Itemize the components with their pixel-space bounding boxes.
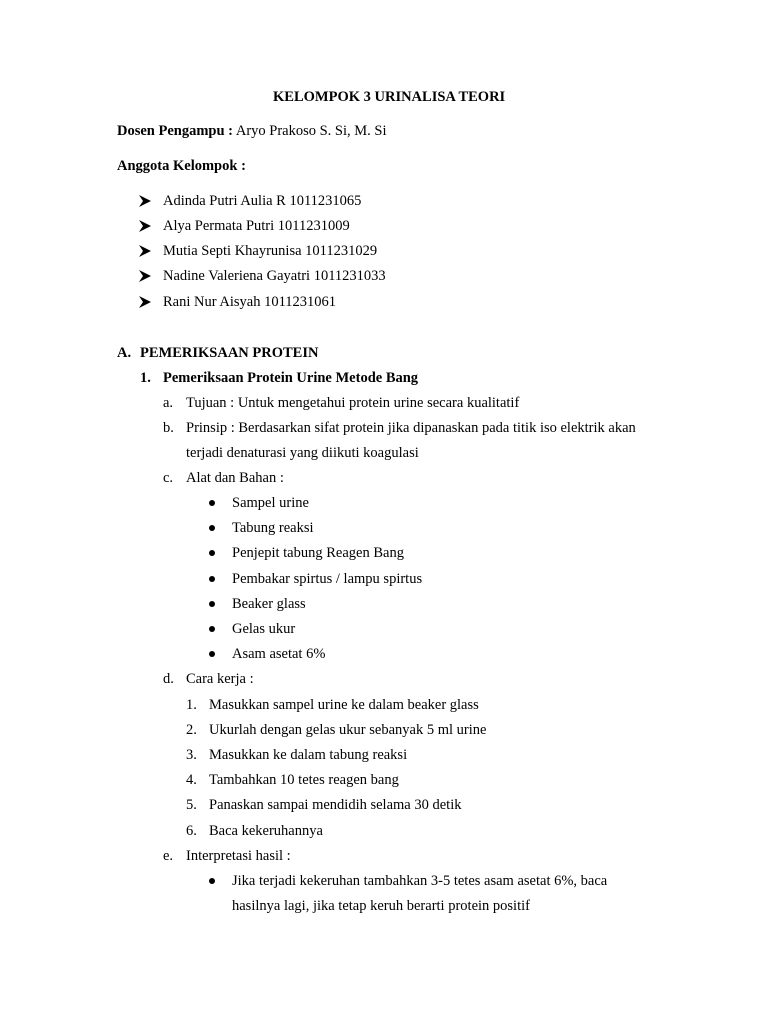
bullet-icon [209,878,215,884]
bullet-icon [209,651,215,657]
material-item: Beaker glass [232,596,306,612]
step-text: Panaskan sampai mendidih selama 30 detik [209,797,462,813]
item-principle-line2: terjadi denaturasi yang diikuti koagulasi [186,445,419,461]
material-item: Gelas ukur [232,621,296,637]
section-heading: PEMERIKSAAN PROTEIN [140,345,319,361]
lecturer-label: Dosen Pengampu : [117,123,234,139]
arrow-bullet-icon [138,295,152,309]
interpretation-line2: hasilnya lagi, jika tetap keruh berarti protein positif [232,898,530,914]
material-item: Sampel urine [232,495,309,511]
bullet-icon [209,601,215,607]
subsection-heading: Pemeriksaan Protein Urine Metode Bang [163,370,419,386]
item-marker: c. [163,470,174,486]
item-purpose: Tujuan : Untuk mengetahui protein urine secara kualitatif [186,395,520,411]
item-marker: e. [163,848,174,864]
step-number: 1. [186,697,197,713]
members-label: Anggota Kelompok : [117,158,246,174]
interpretation-line1: Jika terjadi kekeruhan tambahkan 3-5 tetes asam asetat 6%, baca [232,873,608,889]
step-number: 5. [186,797,197,813]
section-marker: A. [117,345,132,361]
material-item: Penjepit tabung Reagen Bang [232,545,404,561]
subsection-marker: 1. [140,370,151,386]
step-number: 4. [186,772,197,788]
item-marker: a. [163,395,174,411]
bullet-icon [209,500,215,506]
step-text: Baca kekeruhannya [209,823,323,839]
step-text: Ukurlah dengan gelas ukur sebanyak 5 ml urine [209,722,487,738]
document-title: KELOMPOK 3 URINALISA TEORI [273,89,506,105]
step-number: 2. [186,722,197,738]
item-marker: b. [163,420,174,436]
arrow-bullet-icon [138,194,152,208]
material-item: Tabung reaksi [232,520,314,536]
lecturer-line [117,122,387,140]
item-principle-line1: Prinsip : Berdasarkan sifat protein jika dipanaskan pada titik iso elektrik akan [186,420,636,436]
step-text: Masukkan sampel urine ke dalam beaker glass [209,697,479,713]
step-text: Masukkan ke dalam tabung reaksi [209,747,408,763]
member-item: Mutia Septi Khayrunisa 1011231029 [163,243,378,259]
member-item: Nadine Valeriena Gayatri 1011231033 [163,268,386,284]
step-text: Tambahkan 10 tetes reagen bang [209,772,399,788]
bullet-icon [209,626,215,632]
arrow-bullet-icon [138,219,152,233]
bullet-icon [209,576,215,582]
bullet-icon [209,525,215,531]
member-item: Adinda Putri Aulia R 1011231065 [163,193,362,209]
step-number: 6. [186,823,197,839]
item-procedure-heading: Cara kerja : [186,671,254,687]
bullet-icon [209,550,215,556]
arrow-bullet-icon [138,269,152,283]
arrow-bullet-icon [138,244,152,258]
item-materials-heading: Alat dan Bahan : [186,470,284,486]
item-marker: d. [163,671,174,687]
lecturer-name: Aryo Prakoso S. Si, M. Si [235,123,387,139]
member-item: Alya Permata Putri 1011231009 [163,218,350,234]
item-interpretation-heading: Interpretasi hasil : [186,848,291,864]
material-item: Asam asetat 6% [232,646,326,662]
material-item: Pembakar spirtus / lampu spirtus [232,571,423,587]
member-item: Rani Nur Aisyah 1011231061 [163,294,337,310]
step-number: 3. [186,747,197,763]
